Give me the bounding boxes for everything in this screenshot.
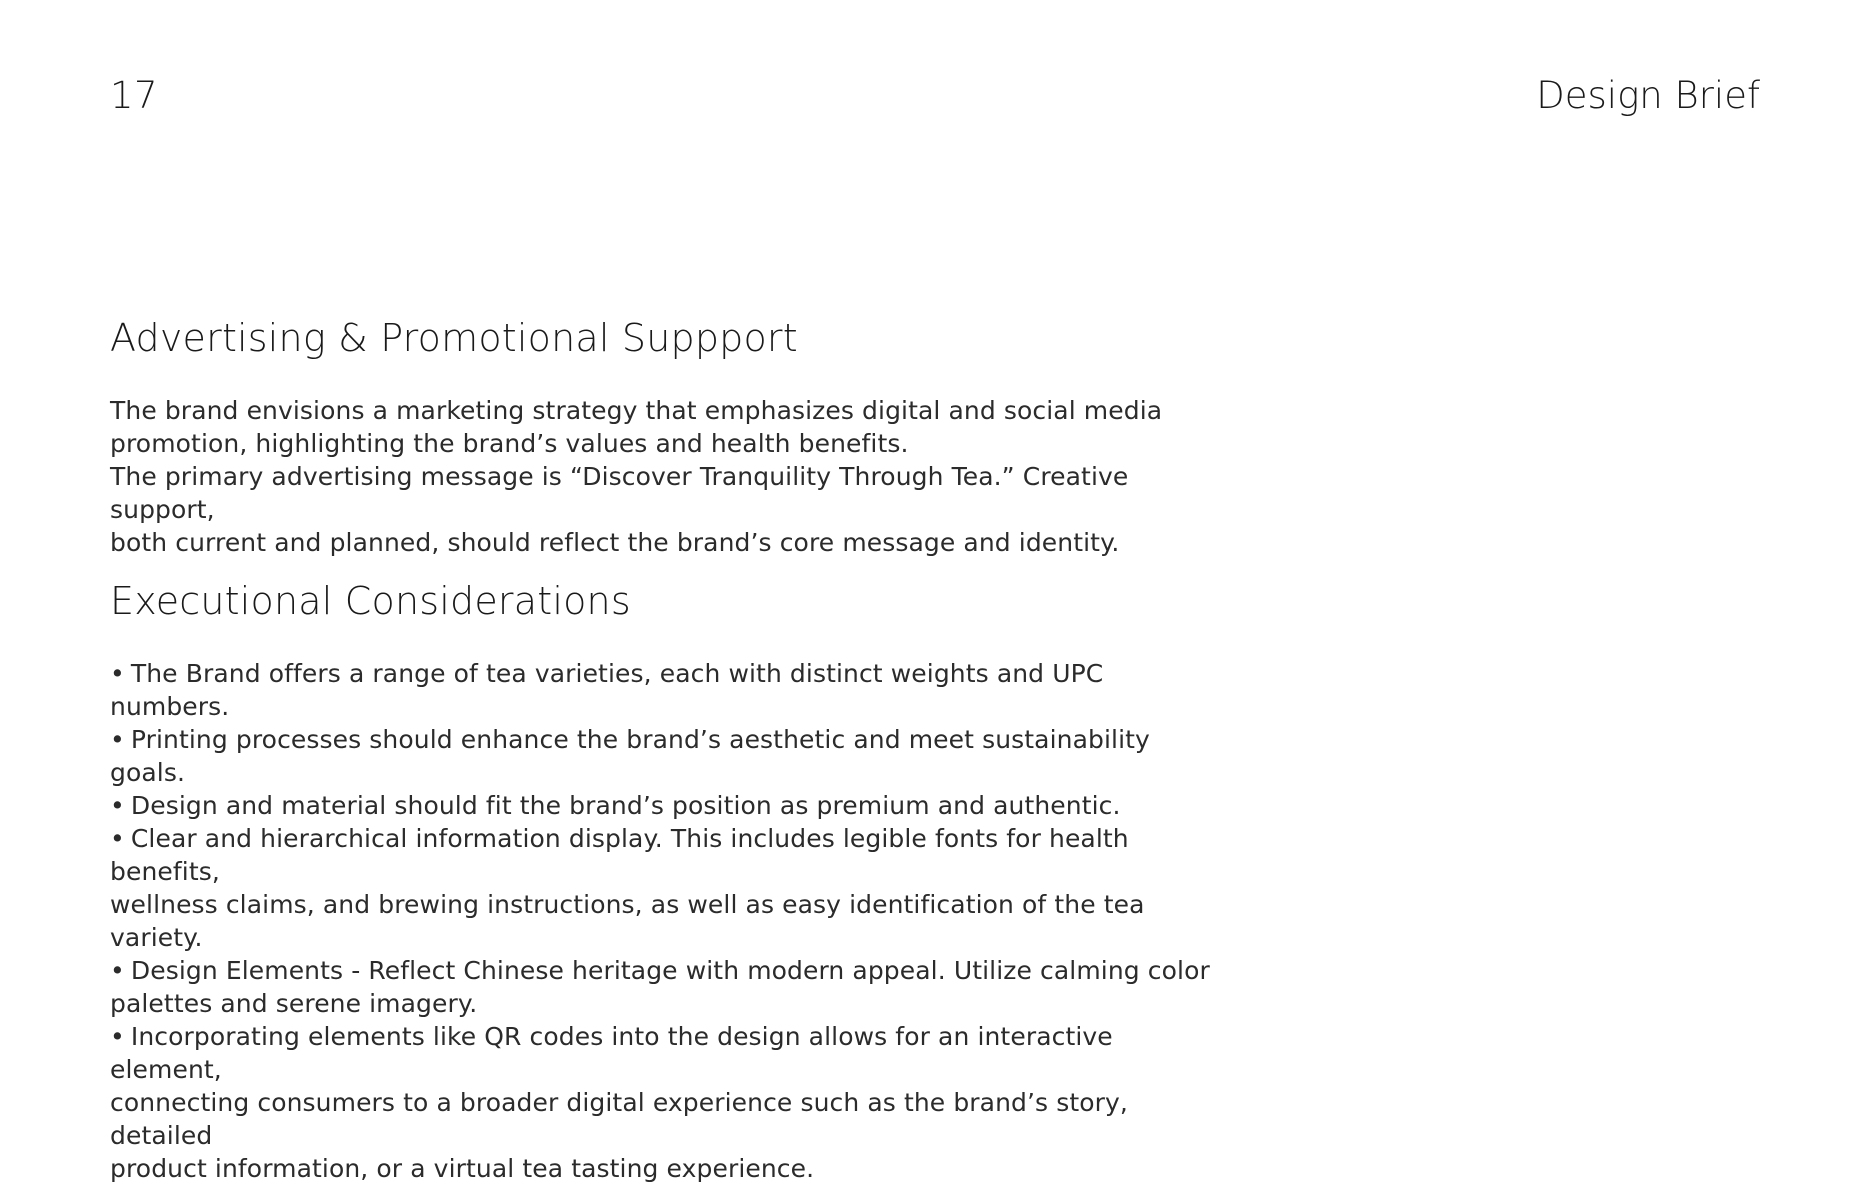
paragraph-line: both current and planned, should reflect the brand’s core message and identity. bbox=[110, 528, 1120, 557]
bullet-icon: • bbox=[110, 956, 125, 985]
list-item-line: Design and material should fit the brand’s position as premium and authentic. bbox=[130, 791, 1121, 820]
paragraph-line: The brand envisions a marketing strategy that emphasizes digital and social media bbox=[110, 396, 1163, 425]
considerations-list bbox=[110, 657, 1230, 1185]
list-item bbox=[110, 789, 1230, 822]
bullet-icon: • bbox=[110, 824, 125, 853]
executional-heading: Executional Considerations bbox=[110, 579, 631, 623]
list-item-line: Design Elements - Reflect Chinese heritage with modern appeal. Utilize calming color bbox=[130, 956, 1210, 985]
paragraph-line: The primary advertising message is “Discover Tranquility Through Tea.” Creative support, bbox=[110, 462, 1129, 524]
bullet-icon: • bbox=[110, 725, 125, 754]
list-item-line: product information, or a virtual tea tasting experience. bbox=[110, 1154, 815, 1183]
list-item-line: connecting consumers to a broader digital experience such as the brand’s story, detailed bbox=[110, 1088, 1128, 1150]
advertising-heading: Advertising & Promotional Suppport bbox=[110, 316, 798, 360]
document-title: Design Brief bbox=[1536, 74, 1760, 117]
list-item bbox=[110, 657, 1230, 723]
list-item bbox=[110, 954, 1230, 1020]
advertising-section bbox=[110, 312, 1230, 559]
advertising-paragraph bbox=[110, 394, 1230, 559]
list-item bbox=[110, 822, 1230, 954]
bullet-icon: • bbox=[110, 791, 125, 820]
list-item bbox=[110, 1020, 1230, 1185]
list-item-line: Printing processes should enhance the brand’s aesthetic and meet sustainability goals. bbox=[110, 725, 1150, 787]
list-item-line: Clear and hierarchical information display. This includes legible fonts for health benefits, bbox=[110, 824, 1129, 886]
list-item bbox=[110, 723, 1230, 789]
list-item-line: The Brand offers a range of tea varieties, each with distinct weights and UPC numbers. bbox=[110, 659, 1104, 721]
paragraph-line: promotion, highlighting the brand’s values and health benefits. bbox=[110, 429, 909, 458]
bullet-icon: • bbox=[110, 659, 125, 688]
bullet-icon: • bbox=[110, 1022, 125, 1051]
list-item-line: Incorporating elements like QR codes into the design allows for an interactive element, bbox=[110, 1022, 1113, 1084]
list-item-line: palettes and serene imagery. bbox=[110, 989, 478, 1018]
page-number: 17 bbox=[110, 74, 159, 117]
list-item-line: wellness claims, and brewing instructions, as well as easy identification of the tea variety. bbox=[110, 890, 1145, 952]
executional-section bbox=[110, 575, 1230, 1185]
